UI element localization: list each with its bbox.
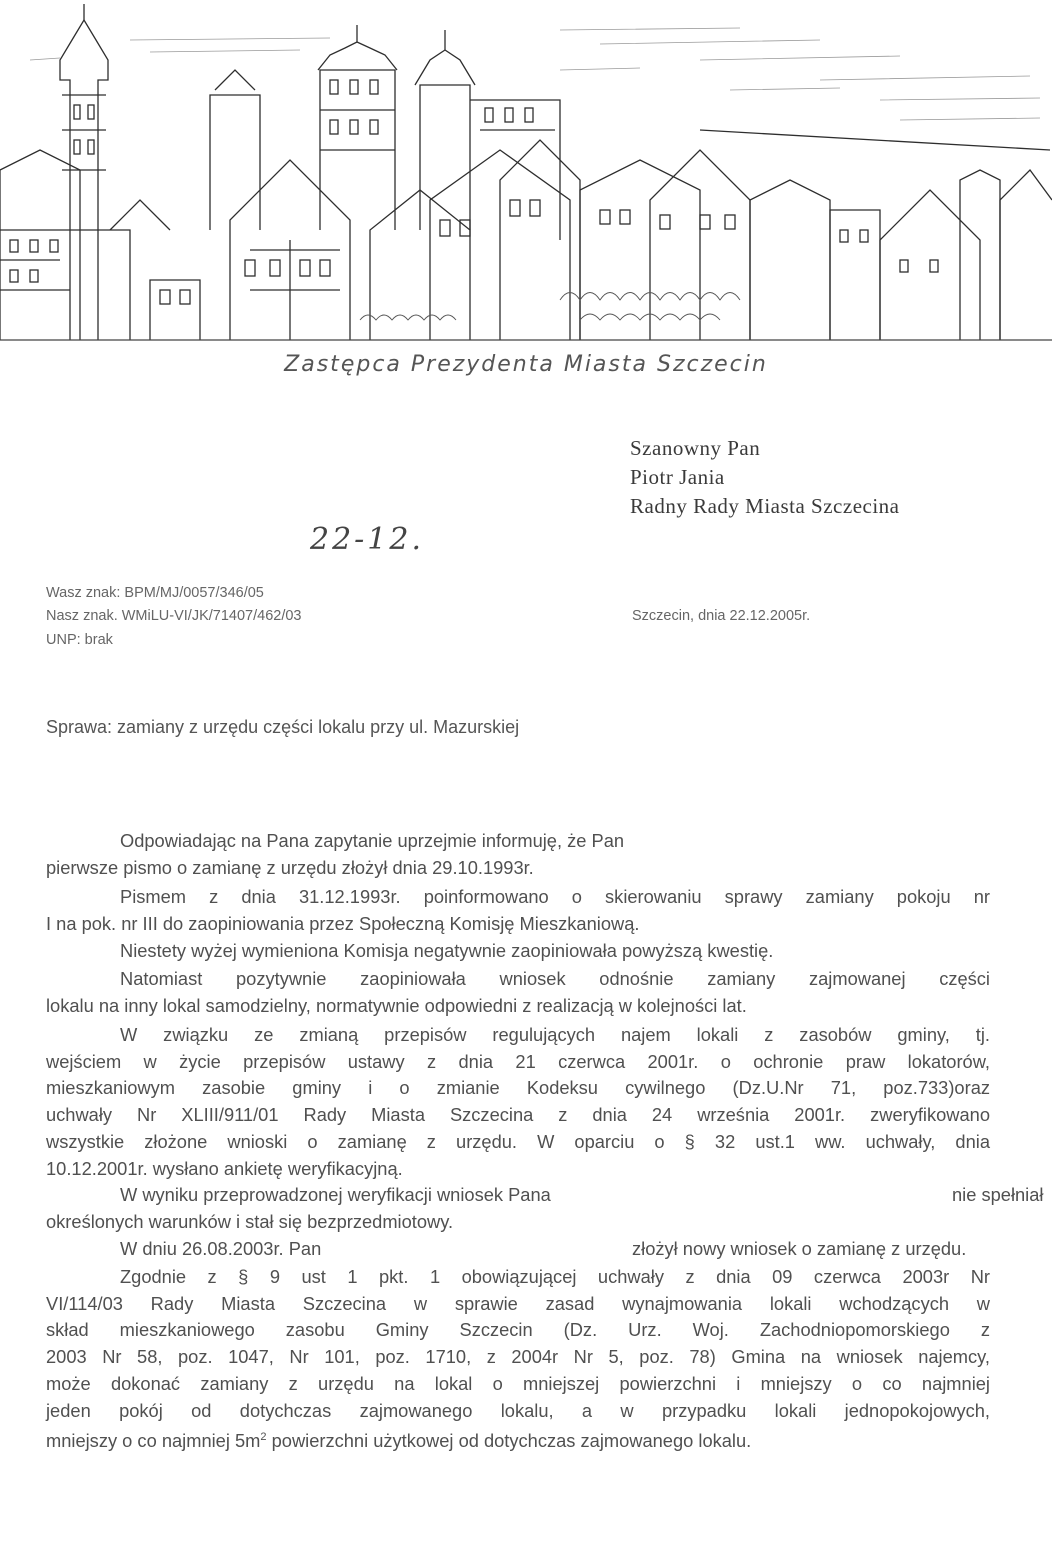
body-fragment: W wyniku przeprowadzonej weryfikacji wniosek Pana — [120, 1184, 551, 1205]
body-line: określonych warunków i stał się bezprzedmiotowy. — [46, 1210, 454, 1232]
body-fragment: złożył nowy wniosek o zamianę z urzędu. — [632, 1238, 967, 1259]
body-line: skład mieszkaniowego zasobu Gminy Szczecin (Dz. Urz. Woj. Zachodniopomorskiego z — [46, 1319, 990, 1341]
body-line: lokalu na inny lokal samodzielny, normatywnie odpowiedni z realizacją w kolejności lat. — [46, 994, 747, 1016]
letter-subject: Sprawa: zamiany z urzędu części lokalu przy ul. Mazurskiej — [46, 717, 520, 737]
paragraph-6 — [46, 1182, 1044, 1235]
body-line: Zgodnie z § 9 ust 1 pkt. 1 obowiązującej uchwały z dnia 09 czerwca 2003r Nr — [120, 1266, 990, 1287]
body-line: 10.12.2001r. wysłano ankietę weryfikacyjną. — [46, 1157, 403, 1179]
body-line: Natomiast pozytywnie zaopiniowała wniosek odnośnie zamiany zajmowanej części — [120, 968, 990, 989]
paragraph-4 — [46, 966, 990, 1019]
letter-date: Szczecin, dnia 22.12.2005r. — [632, 608, 811, 624]
body-line: jeden pokój od dotychczas zajmowanego lokalu, a w przypadku lokali jednopokojowych, — [46, 1399, 990, 1421]
paragraph-8 — [46, 1264, 990, 1455]
reference-wasz-znak: Wasz znak: BPM/MJ/0057/346/05 — [46, 585, 264, 601]
body-fragment: nie spełniał — [952, 1184, 1044, 1205]
body-line: 2003 Nr 58, poz. 1047, Nr 101, poz. 1710, z 2004r Nr 5, poz. 78) Gmina na wniosek najemcy, — [46, 1346, 990, 1368]
body-line: Niestety wyżej wymieniona Komisja negatywnie zaopiniowała powyższą kwestię. — [120, 940, 774, 961]
body-line: pierwsze pismo o zamianę z urzędu złożył dnia 29.10.1993r. — [46, 856, 534, 878]
body-line: może dokonać zamiany z urzędu na lokal o mniejszej powierzchni i mniejszy o co najmniej — [46, 1372, 990, 1394]
paragraph-2 — [46, 884, 990, 937]
body-fragment: powierzchni użytkowej od dotychczas zajmowanego lokalu. — [271, 1430, 752, 1452]
addressee-salutation: Szanowny Pan — [630, 436, 761, 460]
superscript: 2 — [260, 1431, 267, 1444]
body-line — [46, 1236, 990, 1263]
body-line: VI/114/03 Rady Miasta Szczecina w sprawie zasad wynajmowania lokali wchodzących w — [46, 1292, 990, 1314]
body-line: uchwały Nr XLIII/911/01 Rady Miasta Szczecina z dnia 24 września 2001r. zweryfikowano — [46, 1104, 990, 1126]
letterhead-title: Zastępca Prezydenta Miasta Szczecin — [284, 352, 768, 377]
addressee-name: Piotr Jania — [630, 465, 725, 489]
handwritten-date-mark: 22-12. — [310, 522, 425, 557]
paragraph-3 — [46, 938, 990, 965]
body-line: Pismem z dnia 31.12.1993r. poinformowano o skierowaniu sprawy zamiany pokoju nr — [120, 886, 990, 907]
paragraph-1 — [46, 828, 990, 881]
body-line: wejściem w życie przepisów ustawy z dnia 21 czerwca 2001r. o ochronie praw lokatorów, — [46, 1050, 990, 1072]
body-line: mieszkaniowym zasobie gminy i o zmianie Kodeksu cywilnego (Dz.U.Nr 71, poz.733)oraz — [46, 1077, 990, 1099]
paragraph-5 — [46, 1022, 990, 1182]
addressee-title: Radny Rady Miasta Szczecina — [630, 494, 900, 518]
body-line — [46, 1182, 1044, 1209]
body-line: W związku ze zmianą przepisów regulujących najem lokali z zasobów gminy, tj. — [120, 1024, 990, 1045]
body-fragment: mniejszy o co najmniej 5m — [46, 1430, 261, 1452]
body-line: I na pok. nr III do zaopiniowania przez Społeczną Komisję Mieszkaniową. — [46, 912, 640, 934]
body-line: wszystkie złożone wnioski o zamianę z urzędu. W oparciu o § 32 ust.1 ww. uchwały, dnia — [46, 1130, 990, 1152]
body-fragment: W dniu 26.08.2003r. Pan — [120, 1238, 322, 1259]
paragraph-7 — [46, 1236, 990, 1263]
reference-nasz-znak: Nasz znak. WMiLU-VI/JK/71407/462/03 — [46, 608, 302, 624]
szczecin-skyline-icon — [0, 0, 1052, 345]
body-line — [46, 1424, 990, 1455]
body-line: Odpowiadając na Pana zapytanie uprzejmie informuję, że Pan — [120, 830, 625, 851]
reference-unp: UNP: brak — [46, 632, 113, 648]
